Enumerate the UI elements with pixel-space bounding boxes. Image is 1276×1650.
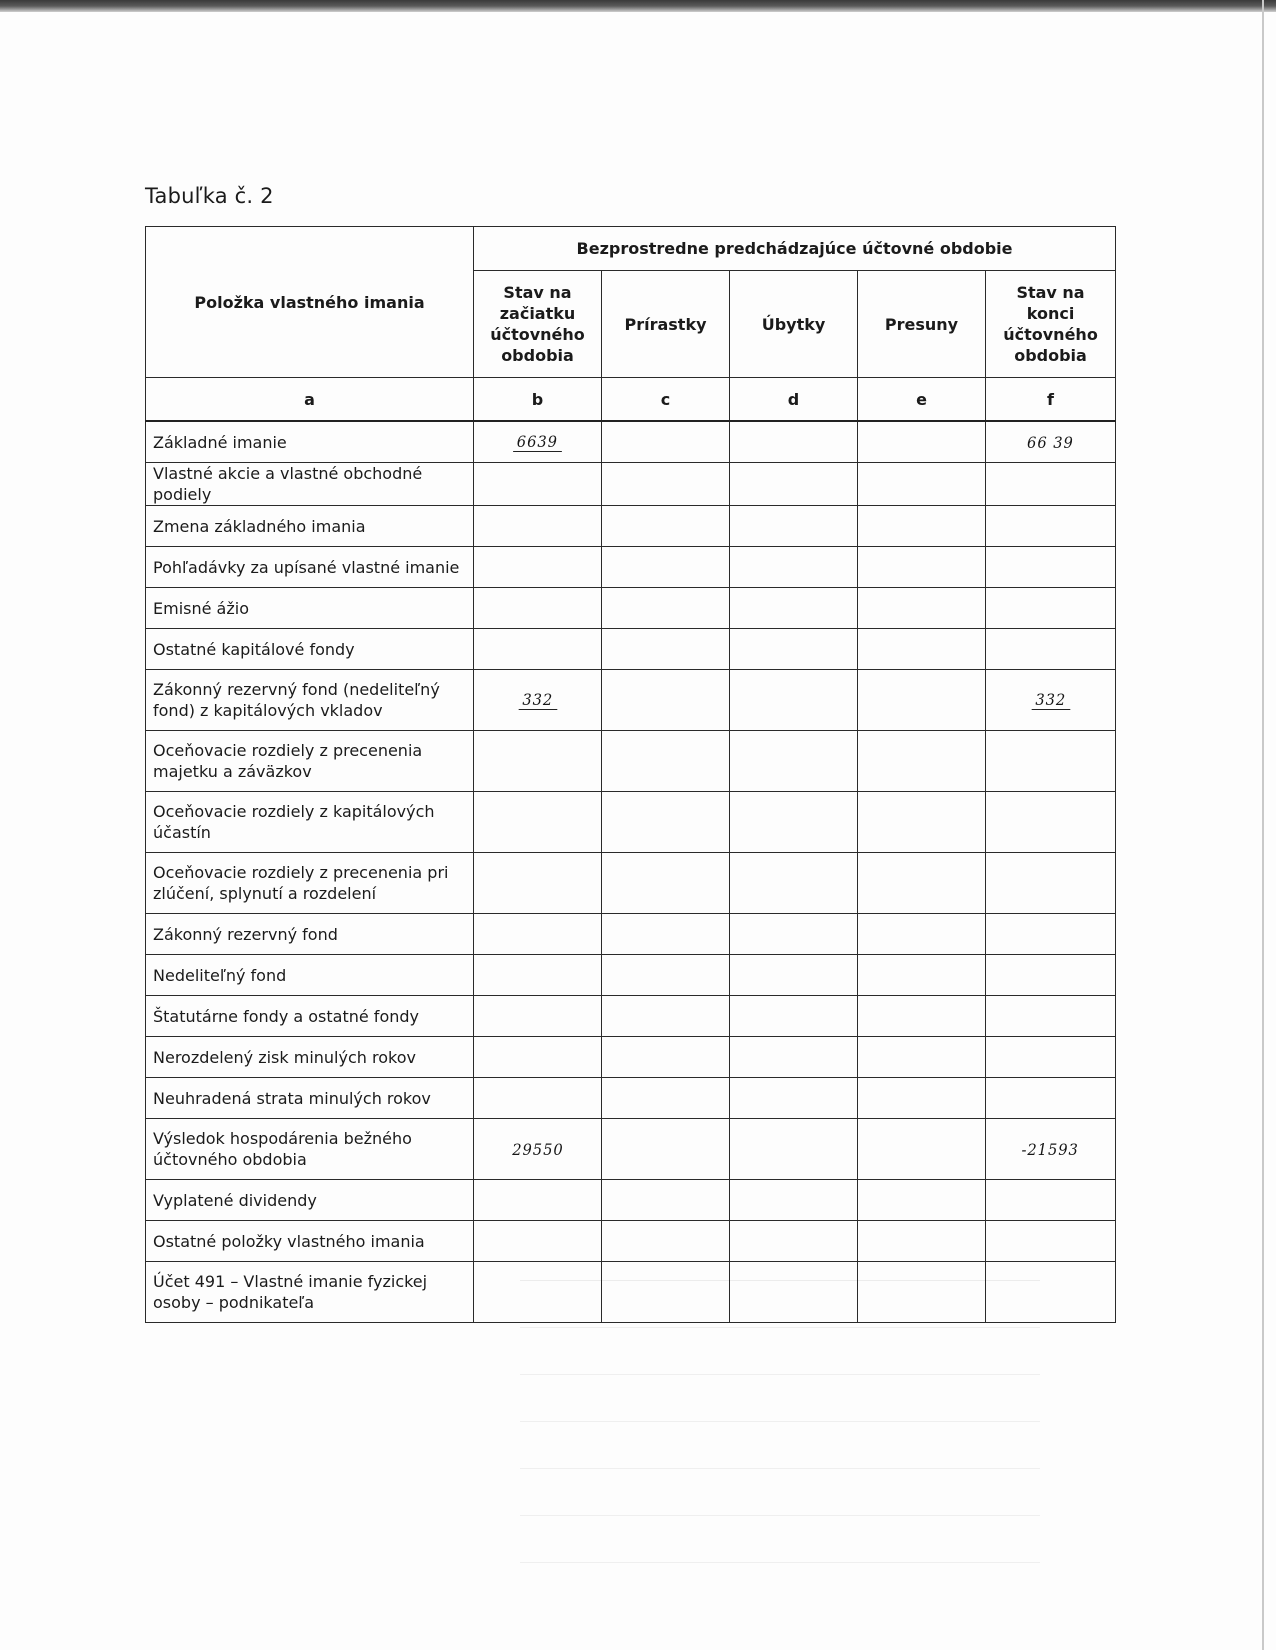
cell-b (474, 547, 602, 588)
cell-f (986, 731, 1116, 792)
cell-d (730, 1262, 858, 1323)
cell-b (474, 629, 602, 670)
cell-f (986, 629, 1116, 670)
cell-d (730, 670, 858, 731)
letter-f: f (986, 378, 1116, 422)
header-row-letters (146, 378, 1116, 422)
cell-f (986, 853, 1116, 914)
cell-e (858, 996, 986, 1037)
cell-d (730, 1078, 858, 1119)
cell-b (474, 588, 602, 629)
handwritten-value: 6639 (513, 432, 562, 452)
cell-b (474, 1078, 602, 1119)
cell-c (602, 955, 730, 996)
table-row (146, 588, 1116, 629)
table-row (146, 1037, 1116, 1078)
cell-e (858, 421, 986, 463)
row-label: Oceňovacie rozdiely z precenenia majetku a záväzkov (146, 731, 474, 792)
cell-d (730, 1037, 858, 1078)
table-row (146, 914, 1116, 955)
letter-b: b (474, 378, 602, 422)
handwritten-value: 66 39 (1027, 432, 1074, 452)
cell-e (858, 1078, 986, 1119)
row-label: Vlastné akcie a vlastné obchodné podiely (146, 463, 474, 506)
cell-d (730, 1119, 858, 1180)
cell-c (602, 1037, 730, 1078)
cell-c (602, 588, 730, 629)
header-col-increases: Prírastky (602, 271, 730, 378)
cell-e (858, 1037, 986, 1078)
cell-e (858, 547, 986, 588)
cell-b (474, 506, 602, 547)
cell-e (858, 1119, 986, 1180)
cell-b (474, 955, 602, 996)
row-label: Oceňovacie rozdiely z kapitálových účastín (146, 792, 474, 853)
cell-b (474, 1262, 602, 1323)
cell-e (858, 731, 986, 792)
letter-a: a (146, 378, 474, 422)
cell-b (474, 792, 602, 853)
cell-c (602, 1078, 730, 1119)
cell-d (730, 463, 858, 506)
cell-d (730, 1221, 858, 1262)
row-label: Emisné ážio (146, 588, 474, 629)
cell-e (858, 1180, 986, 1221)
table-row (146, 792, 1116, 853)
equity-table (145, 226, 1116, 1323)
row-label: Vyplatené dividendy (146, 1180, 474, 1221)
cell-d (730, 1180, 858, 1221)
cell-b (474, 1180, 602, 1221)
table-row (146, 1262, 1116, 1323)
cell-b (474, 731, 602, 792)
cell-f (986, 547, 1116, 588)
letter-e: e (858, 378, 986, 422)
cell-c (602, 792, 730, 853)
letter-c: c (602, 378, 730, 422)
cell-e (858, 853, 986, 914)
cell-b (474, 996, 602, 1037)
cell-d (730, 506, 858, 547)
cell-c (602, 731, 730, 792)
row-label: Zákonný rezervný fond (nedeliteľný fond) z kapitálových vkladov (146, 670, 474, 731)
cell-b (474, 914, 602, 955)
cell-f (986, 1119, 1116, 1180)
cell-c (602, 670, 730, 731)
cell-c (602, 506, 730, 547)
cell-d (730, 629, 858, 670)
row-label: Štatutárne fondy a ostatné fondy (146, 996, 474, 1037)
cell-c (602, 914, 730, 955)
cell-c (602, 1180, 730, 1221)
cell-f (986, 506, 1116, 547)
cell-f (986, 1078, 1116, 1119)
table-row (146, 853, 1116, 914)
cell-e (858, 792, 986, 853)
row-label: Výsledok hospodárenia bežného účtovného obdobia (146, 1119, 474, 1180)
cell-c (602, 853, 730, 914)
cell-e (858, 588, 986, 629)
row-label: Ostatné položky vlastného imania (146, 1221, 474, 1262)
cell-b (474, 853, 602, 914)
cell-c (602, 1221, 730, 1262)
handwritten-value: 332 (1031, 690, 1069, 710)
cell-e (858, 629, 986, 670)
table-row (146, 1078, 1116, 1119)
table-row (146, 955, 1116, 996)
scan-top-edge (0, 0, 1276, 12)
row-label: Pohľadávky za upísané vlastné imanie (146, 547, 474, 588)
cell-c (602, 1262, 730, 1323)
cell-b (474, 1221, 602, 1262)
table-row (146, 421, 1116, 463)
handwritten-value: 29550 (511, 1139, 564, 1159)
table-row (146, 463, 1116, 506)
table-row (146, 1119, 1116, 1180)
header-row-period (146, 227, 1116, 271)
table-row (146, 1180, 1116, 1221)
cell-c (602, 996, 730, 1037)
cell-f (986, 1262, 1116, 1323)
table-row (146, 670, 1116, 731)
scan-right-edge (1262, 0, 1264, 1650)
row-label: Oceňovacie rozdiely z precenenia pri zlúčení, splynutí a rozdelení (146, 853, 474, 914)
cell-f (986, 588, 1116, 629)
cell-b (474, 1037, 602, 1078)
cell-e (858, 955, 986, 996)
cell-f (986, 792, 1116, 853)
cell-f (986, 1037, 1116, 1078)
cell-d (730, 421, 858, 463)
cell-b (474, 1119, 602, 1180)
cell-c (602, 1119, 730, 1180)
cell-d (730, 731, 858, 792)
table-row (146, 996, 1116, 1037)
cell-e (858, 1262, 986, 1323)
cell-f (986, 421, 1116, 463)
row-label: Zákonný rezervný fond (146, 914, 474, 955)
cell-c (602, 547, 730, 588)
handwritten-value: -21593 (1021, 1139, 1080, 1159)
row-label: Základné imanie (146, 421, 474, 463)
row-label: Nedeliteľný fond (146, 955, 474, 996)
cell-d (730, 914, 858, 955)
cell-f (986, 914, 1116, 955)
cell-e (858, 463, 986, 506)
header-col-end-balance: Stav na konci účtovného obdobia (986, 271, 1116, 378)
cell-f (986, 996, 1116, 1037)
row-label: Ostatné kapitálové fondy (146, 629, 474, 670)
cell-e (858, 506, 986, 547)
table-row (146, 731, 1116, 792)
cell-c (602, 421, 730, 463)
cell-f (986, 1221, 1116, 1262)
cell-b (474, 670, 602, 731)
table-row (146, 506, 1116, 547)
bleed-through-lines (520, 1280, 1040, 1581)
table-row (146, 629, 1116, 670)
cell-c (602, 463, 730, 506)
table-title: Tabuľka č. 2 (145, 184, 274, 208)
cell-f (986, 670, 1116, 731)
cell-d (730, 547, 858, 588)
cell-f (986, 463, 1116, 506)
cell-e (858, 1221, 986, 1262)
cell-b (474, 421, 602, 463)
handwritten-value: 332 (518, 690, 556, 710)
cell-e (858, 670, 986, 731)
header-col-transfers: Presuny (858, 271, 986, 378)
header-item-column: Položka vlastného imania (146, 227, 474, 378)
table-row (146, 547, 1116, 588)
letter-d: d (730, 378, 858, 422)
header-col-start-balance: Stav na začiatku účtovného obdobia (474, 271, 602, 378)
cell-b (474, 463, 602, 506)
row-label: Zmena základného imania (146, 506, 474, 547)
row-label: Neuhradená strata minulých rokov (146, 1078, 474, 1119)
cell-c (602, 629, 730, 670)
table-row (146, 1221, 1116, 1262)
cell-f (986, 955, 1116, 996)
cell-d (730, 955, 858, 996)
cell-d (730, 792, 858, 853)
cell-d (730, 996, 858, 1037)
cell-d (730, 853, 858, 914)
header-col-decreases: Úbytky (730, 271, 858, 378)
cell-d (730, 588, 858, 629)
row-label: Účet 491 – Vlastné imanie fyzickej osoby – podnikateľa (146, 1262, 474, 1323)
row-label: Nerozdelený zisk minulých rokov (146, 1037, 474, 1078)
cell-f (986, 1180, 1116, 1221)
header-period-group: Bezprostredne predchádzajúce účtovné obdobie (474, 227, 1116, 271)
cell-e (858, 914, 986, 955)
